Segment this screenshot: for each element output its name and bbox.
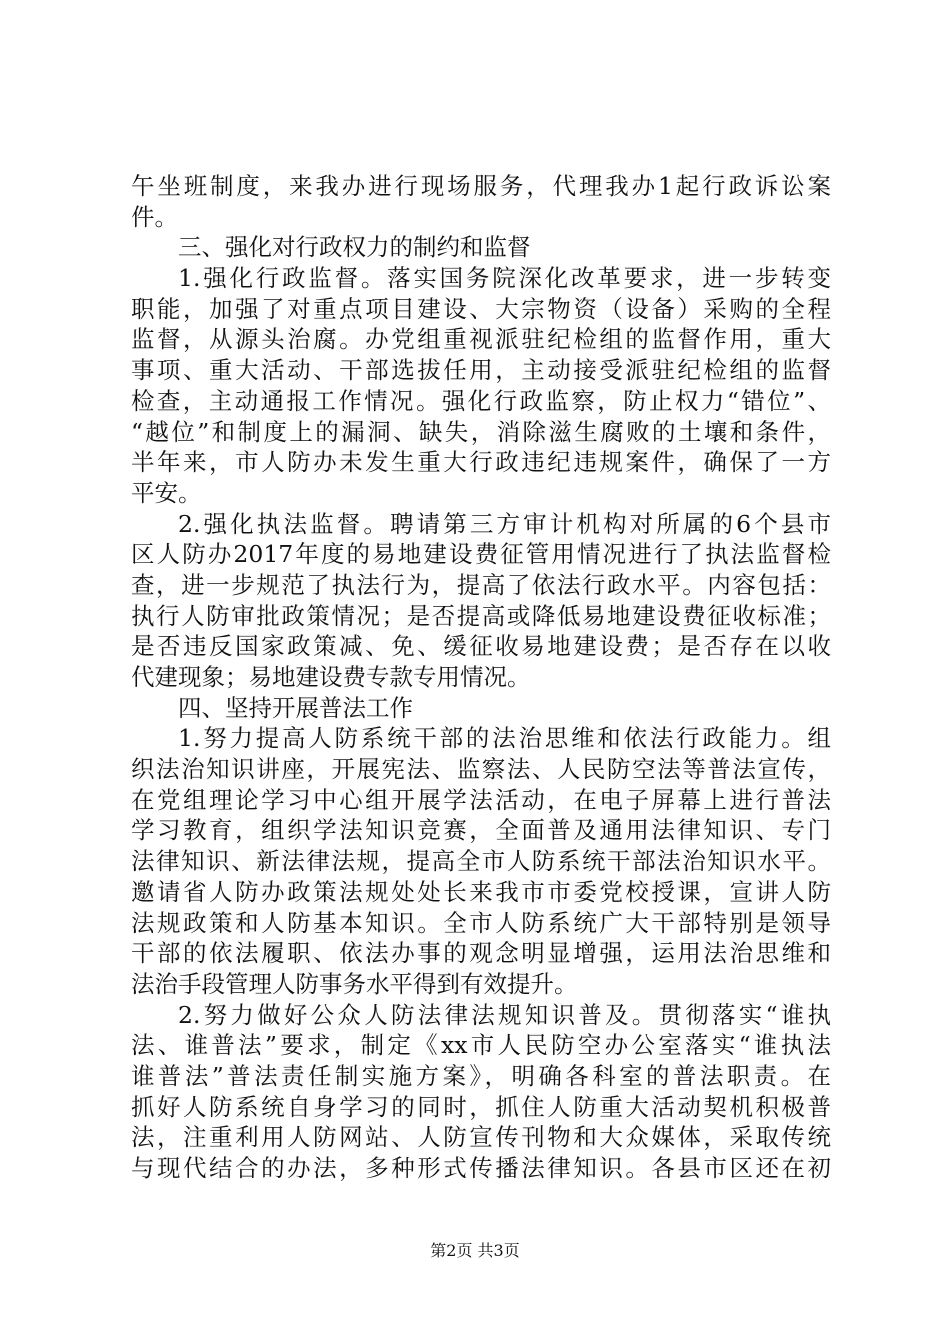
body-line: 事项、重大活动、干部选拔任用，主动接受派驻纪检组的监督 <box>131 356 831 385</box>
body-line: 午坐班制度，来我办进行现场服务，代理我办1起行政诉讼案 <box>131 172 831 200</box>
body-line: 区人防办2017年度的易地建设费征管用情况进行了执法监督检 <box>131 540 831 569</box>
body-line: 件。 <box>131 202 178 231</box>
body-line: 执行人防审批政策情况；是否提高或降低易地建设费征收标准； <box>131 601 831 630</box>
document-body <box>131 171 831 1184</box>
body-line: 职能，加强了对重点项目建设、大宗物资（设备）采购的全程 <box>131 294 831 323</box>
body-line: 半年来，市人防办未发生重大行政违纪违规案件，确保了一方 <box>131 448 831 477</box>
body-line: 在党组理论学习中心组开展学法活动，在电子屏幕上进行普法 <box>131 785 831 814</box>
body-line: 抓好人防系统自身学习的同时，抓住人防重大活动契机积极普 <box>131 1092 831 1121</box>
body-line: 法规政策和人防基本知识。全市人防系统广大干部特别是领导 <box>131 908 831 937</box>
body-line: 检查，主动通报工作情况。强化行政监察，防止权力“错位”、 <box>131 386 831 415</box>
body-line: 法律知识、新法律法规，提高全市人防系统干部法治知识水平。 <box>131 847 831 876</box>
body-line: 查，进一步规范了执法行为，提高了依法行政水平。内容包括： <box>131 570 831 599</box>
paragraph-first-line: 1.强化行政监督。落实国务院深化改革要求，进一步转变 <box>178 264 831 293</box>
body-line: 平安。 <box>131 478 202 507</box>
paragraph-first-line: 1.努力提高人防系统干部的法治思维和依法行政能力。组 <box>178 724 831 753</box>
page-footer: 第2页 共3页 <box>430 1241 520 1260</box>
body-line: 邀请省人防办政策法规处处长来我市市委党校授课，宣讲人防 <box>131 877 831 906</box>
body-line: 学习教育，组织学法知识竞赛，全面普及通用法律知识、专门 <box>131 816 831 845</box>
body-line: 织法治知识讲座，开展宪法、监察法、人民防空法等普法宣传， <box>131 755 831 784</box>
body-line: 与现代结合的办法，多种形式传播法律知识。各县市区还在初 <box>131 1154 831 1182</box>
body-line: 法治手段管理人防事务水平得到有效提升。 <box>131 969 578 998</box>
body-line: 干部的依法履职、依法办事的观念明显增强，运用法治思维和 <box>131 939 831 968</box>
section-heading: 三、强化对行政权力的制约和监督 <box>178 233 531 262</box>
body-line: 监督，从源头治腐。办党组重视派驻纪检组的监督作用，重大 <box>131 325 831 354</box>
section-heading: 四、坚持开展普法工作 <box>178 693 413 722</box>
body-line: 代建现象；易地建设费专款专用情况。 <box>131 663 531 691</box>
body-line: “越位”和制度上的漏洞、缺失，消除滋生腐败的土壤和条件， <box>131 417 831 446</box>
body-line: 是否违反国家政策减、免、缓征收易地建设费；是否存在以收 <box>131 632 831 661</box>
paragraph-first-line: 2.努力做好公众人防法律法规知识普及。贯彻落实“谁执 <box>178 1000 831 1029</box>
body-line: 谁普法”普法责任制实施方案》，明确各科室的普法职责。在 <box>131 1061 831 1090</box>
body-line: 法，注重利用人防网站、人防宣传刊物和大众媒体，采取传统 <box>131 1123 831 1152</box>
body-line: 法、谁普法”要求，制定《xx市人民防空办公室落实“谁执法 <box>131 1031 831 1060</box>
paragraph-first-line: 2.强化执法监督。聘请第三方审计机构对所属的6个县市 <box>178 509 831 538</box>
